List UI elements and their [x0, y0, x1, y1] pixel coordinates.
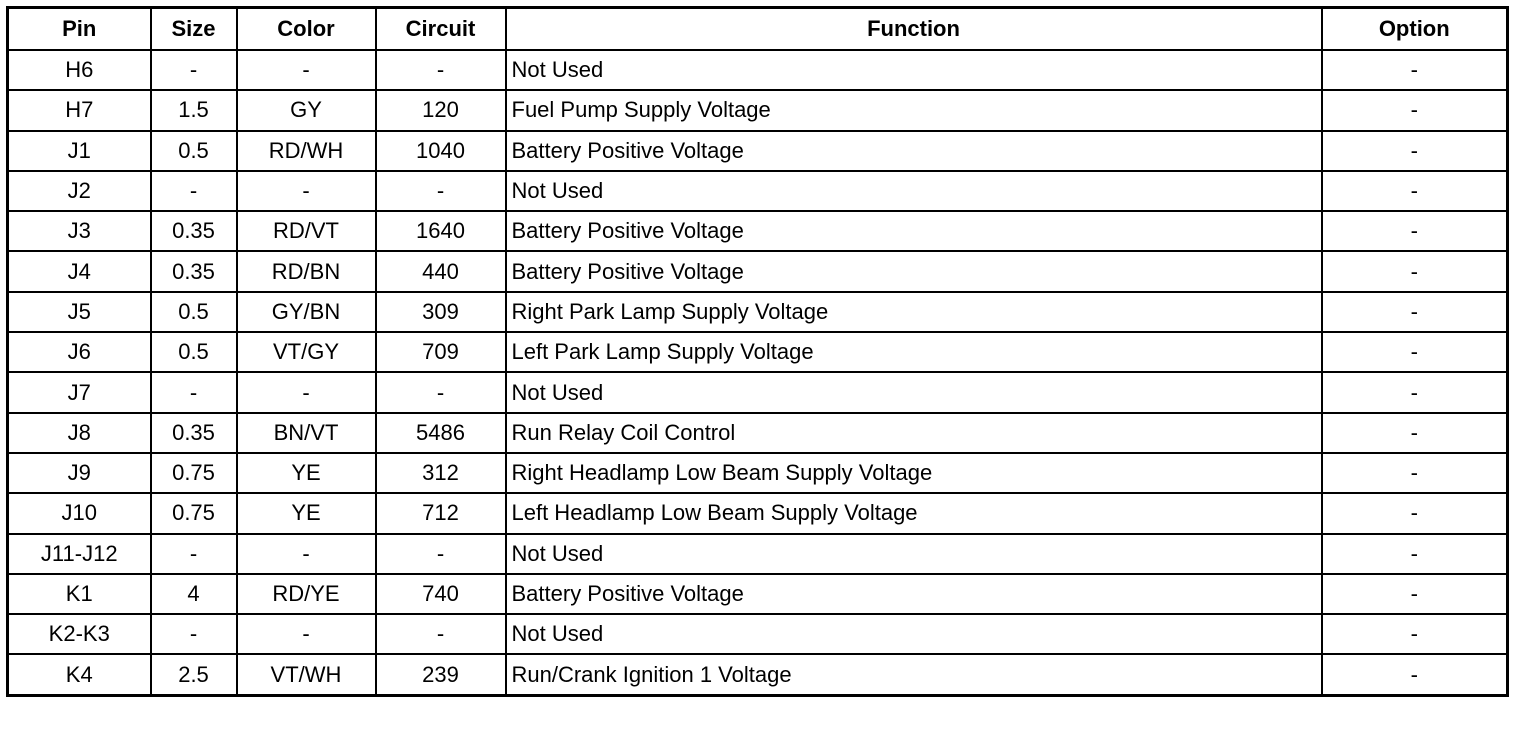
cell-color: RD/WH: [237, 131, 376, 171]
cell-option: -: [1322, 453, 1508, 493]
cell-function: Not Used: [506, 372, 1322, 412]
header-size: Size: [151, 8, 237, 51]
table-row: [8, 493, 1508, 533]
cell-size: -: [151, 50, 237, 90]
cell-color: -: [237, 534, 376, 574]
cell-circuit: 709: [376, 332, 506, 372]
cell-function: Battery Positive Voltage: [506, 574, 1322, 614]
cell-function: Battery Positive Voltage: [506, 131, 1322, 171]
cell-pin: H7: [8, 90, 151, 130]
cell-size: -: [151, 534, 237, 574]
cell-color: -: [237, 372, 376, 412]
header-circuit: Circuit: [376, 8, 506, 51]
connector-pinout-table: [6, 6, 1509, 697]
cell-color: VT/GY: [237, 332, 376, 372]
cell-pin: J9: [8, 453, 151, 493]
table-row: [8, 251, 1508, 291]
cell-circuit: -: [376, 534, 506, 574]
cell-function: Right Headlamp Low Beam Supply Voltage: [506, 453, 1322, 493]
table-row: [8, 654, 1508, 695]
cell-size: 0.75: [151, 493, 237, 533]
cell-pin: H6: [8, 50, 151, 90]
cell-function: Left Park Lamp Supply Voltage: [506, 332, 1322, 372]
cell-option: -: [1322, 251, 1508, 291]
cell-circuit: 440: [376, 251, 506, 291]
cell-circuit: -: [376, 50, 506, 90]
cell-option: -: [1322, 171, 1508, 211]
cell-option: -: [1322, 413, 1508, 453]
cell-option: -: [1322, 534, 1508, 574]
cell-circuit: 1040: [376, 131, 506, 171]
cell-option: -: [1322, 50, 1508, 90]
cell-function: Battery Positive Voltage: [506, 251, 1322, 291]
pinout-table-container: [6, 6, 1506, 697]
cell-circuit: 712: [376, 493, 506, 533]
table-row: [8, 90, 1508, 130]
cell-function: Left Headlamp Low Beam Supply Voltage: [506, 493, 1322, 533]
cell-size: 2.5: [151, 654, 237, 695]
cell-option: -: [1322, 131, 1508, 171]
cell-pin: J1: [8, 131, 151, 171]
cell-size: 0.5: [151, 332, 237, 372]
cell-option: -: [1322, 493, 1508, 533]
cell-color: RD/VT: [237, 211, 376, 251]
cell-option: -: [1322, 372, 1508, 412]
cell-size: 1.5: [151, 90, 237, 130]
cell-function: Not Used: [506, 50, 1322, 90]
header-option: Option: [1322, 8, 1508, 51]
cell-color: RD/BN: [237, 251, 376, 291]
cell-size: 0.75: [151, 453, 237, 493]
cell-option: -: [1322, 90, 1508, 130]
cell-color: VT/WH: [237, 654, 376, 695]
cell-color: RD/YE: [237, 574, 376, 614]
cell-pin: K1: [8, 574, 151, 614]
cell-color: GY/BN: [237, 292, 376, 332]
header-function: Function: [506, 8, 1322, 51]
cell-pin: J3: [8, 211, 151, 251]
table-row: [8, 131, 1508, 171]
table-row: [8, 332, 1508, 372]
cell-option: -: [1322, 292, 1508, 332]
cell-color: -: [237, 171, 376, 211]
cell-circuit: -: [376, 614, 506, 654]
cell-function: Right Park Lamp Supply Voltage: [506, 292, 1322, 332]
cell-color: -: [237, 614, 376, 654]
cell-function: Fuel Pump Supply Voltage: [506, 90, 1322, 130]
cell-circuit: 312: [376, 453, 506, 493]
table-row: [8, 614, 1508, 654]
cell-circuit: 309: [376, 292, 506, 332]
cell-color: YE: [237, 453, 376, 493]
cell-circuit: -: [376, 372, 506, 412]
table-row: [8, 453, 1508, 493]
table-row: [8, 534, 1508, 574]
cell-pin: J5: [8, 292, 151, 332]
cell-function: Not Used: [506, 534, 1322, 574]
cell-size: 0.35: [151, 413, 237, 453]
cell-pin: K2-K3: [8, 614, 151, 654]
cell-circuit: 740: [376, 574, 506, 614]
cell-option: -: [1322, 332, 1508, 372]
cell-function: Run Relay Coil Control: [506, 413, 1322, 453]
table-row: [8, 50, 1508, 90]
cell-circuit: 1640: [376, 211, 506, 251]
cell-size: 0.35: [151, 211, 237, 251]
cell-pin: J2: [8, 171, 151, 211]
header-color: Color: [237, 8, 376, 51]
cell-size: 0.35: [151, 251, 237, 291]
cell-pin: K4: [8, 654, 151, 695]
cell-pin: J8: [8, 413, 151, 453]
table-body: [8, 50, 1508, 695]
cell-size: -: [151, 614, 237, 654]
table-row: [8, 413, 1508, 453]
cell-function: Battery Positive Voltage: [506, 211, 1322, 251]
table-row: [8, 211, 1508, 251]
cell-size: 0.5: [151, 131, 237, 171]
cell-circuit: -: [376, 171, 506, 211]
cell-option: -: [1322, 654, 1508, 695]
cell-size: 0.5: [151, 292, 237, 332]
cell-option: -: [1322, 574, 1508, 614]
cell-circuit: 120: [376, 90, 506, 130]
table-row: [8, 372, 1508, 412]
cell-pin: J4: [8, 251, 151, 291]
table-header: [8, 8, 1508, 51]
cell-pin: J10: [8, 493, 151, 533]
cell-circuit: 239: [376, 654, 506, 695]
cell-circuit: 5486: [376, 413, 506, 453]
header-row: [8, 8, 1508, 51]
table-row: [8, 171, 1508, 211]
cell-pin: J6: [8, 332, 151, 372]
cell-pin: J11-J12: [8, 534, 151, 574]
cell-function: Not Used: [506, 171, 1322, 211]
cell-option: -: [1322, 614, 1508, 654]
cell-size: -: [151, 171, 237, 211]
table-row: [8, 292, 1508, 332]
cell-color: YE: [237, 493, 376, 533]
table-row: [8, 574, 1508, 614]
cell-color: -: [237, 50, 376, 90]
cell-color: GY: [237, 90, 376, 130]
cell-function: Not Used: [506, 614, 1322, 654]
cell-pin: J7: [8, 372, 151, 412]
cell-option: -: [1322, 211, 1508, 251]
cell-color: BN/VT: [237, 413, 376, 453]
cell-function: Run/Crank Ignition 1 Voltage: [506, 654, 1322, 695]
cell-size: 4: [151, 574, 237, 614]
cell-size: -: [151, 372, 237, 412]
header-pin: Pin: [8, 8, 151, 51]
